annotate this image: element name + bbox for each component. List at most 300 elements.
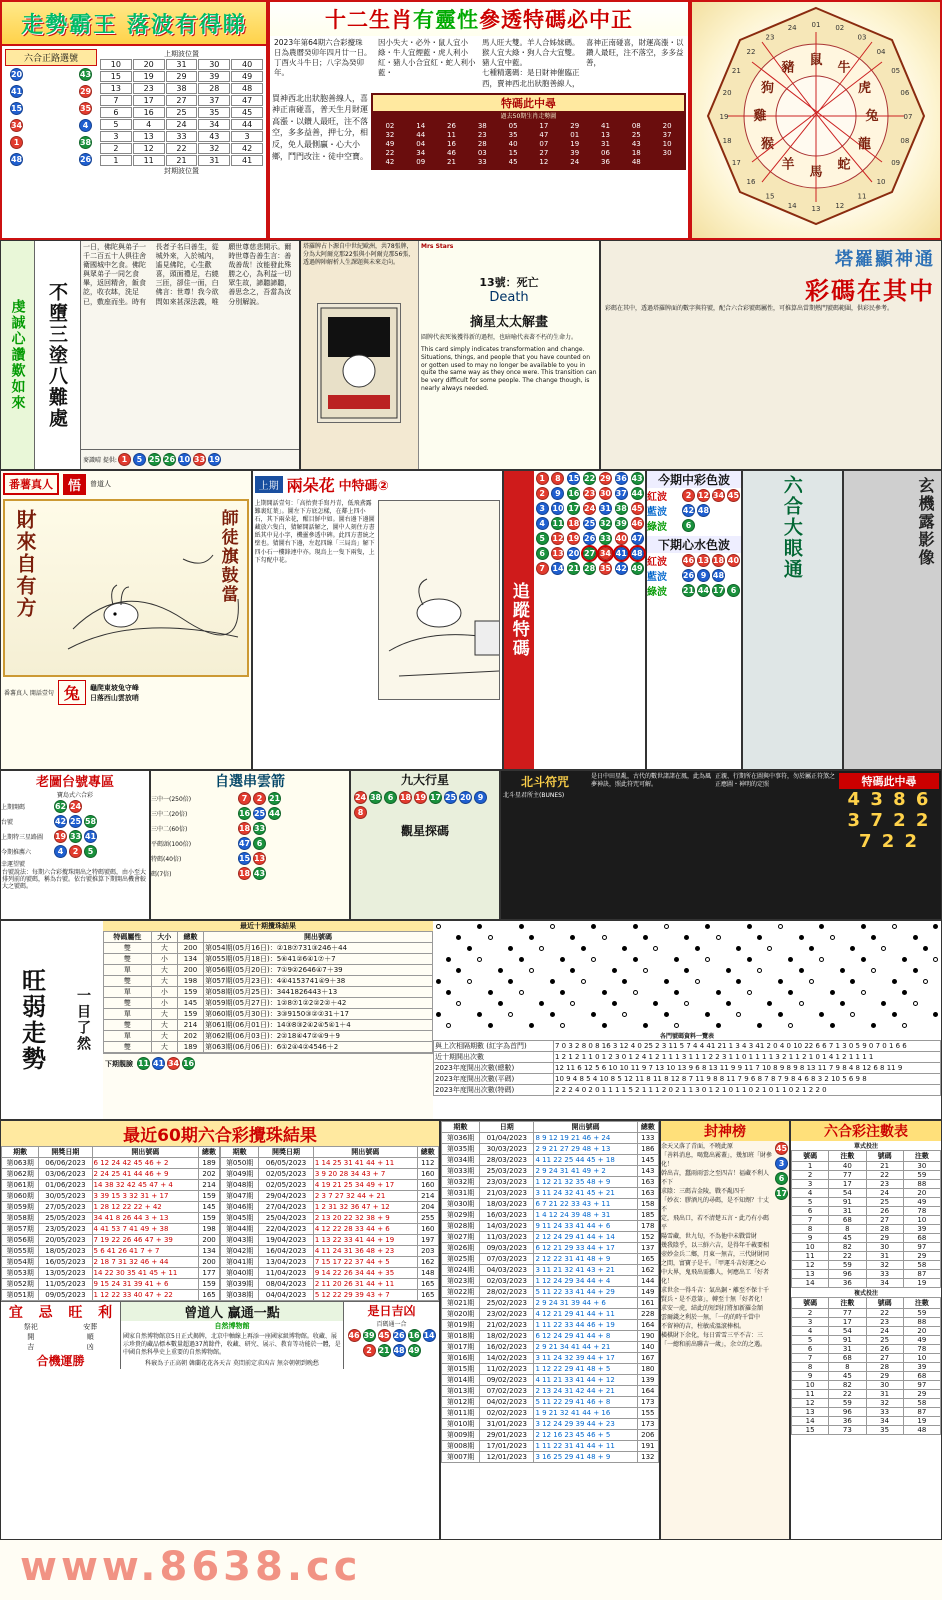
trend-dot-cell (651, 954, 661, 965)
trend-dot-cell (599, 987, 609, 998)
table-row: 14 36 34 19 (792, 1279, 941, 1288)
trend-dot-cell (775, 1009, 785, 1020)
grid-number: 20 (133, 59, 165, 70)
trend-dot (871, 935, 876, 940)
next-wave-label: 封期波位置 (164, 167, 199, 175)
trend-dot (736, 979, 741, 984)
trend-dot-cell (817, 921, 827, 932)
trend-dot-cell (744, 954, 754, 965)
select-pair (5, 100, 97, 117)
self-pick-panel (150, 770, 350, 920)
divine-line: 中大界，鬼飛出需難人，何應出工「好者化！ (661, 1269, 770, 1285)
trend-stats-table (433, 1040, 941, 1096)
trend-dot-cell (910, 998, 920, 1009)
trend-dot (736, 946, 741, 951)
trend-dot-cell (785, 987, 795, 998)
trend-dot-cell (713, 1009, 723, 1020)
trend-dot-cell (578, 965, 588, 976)
lucky-right: 安葬 (83, 1323, 98, 1331)
table-row: 第056期 20/05/2023 7 19 22 26 46 47 + 39 200 (2, 1235, 220, 1246)
trend-dot (612, 1001, 617, 1006)
lucky-row (1, 1342, 120, 1352)
trend-dot-cell (568, 932, 578, 943)
trend-dot-cell (682, 998, 692, 1009)
special-number: 02 (385, 121, 395, 130)
trend-dot-cell (723, 954, 733, 965)
trend-dot-cell (454, 932, 464, 943)
lottery-ball: 33 (253, 824, 266, 833)
chase-grid (534, 471, 645, 769)
trend-dot (716, 1023, 721, 1028)
special-number: 03 (477, 148, 487, 157)
second-band (0, 240, 942, 470)
trend-dot-row (433, 921, 941, 932)
table-row: 第055期 18/05/2023 5 6 41 26 41 7 + 7 134 (2, 1246, 220, 1257)
trend-dot-cell (889, 1020, 899, 1031)
zodiac-wheel-number: 19 (719, 113, 729, 121)
trend-dot-cell (589, 965, 599, 976)
trend-dot (539, 1001, 544, 1006)
trend-dot (881, 946, 886, 951)
two-flowers-subtitle: 中特碼② (338, 479, 389, 494)
trend-dot-cell (516, 954, 526, 965)
trend-dot (830, 1023, 835, 1028)
trend-dot-cell (578, 1020, 588, 1031)
trend-dot-cell (671, 965, 681, 976)
lottery-ball: 48 (10, 155, 23, 164)
trend-dot-cell (589, 954, 599, 965)
lottery-ball: 34 (10, 121, 23, 130)
trend-left-title-box (1, 921, 63, 1119)
table-row: 第036期 01/04/2023 8 9 12 19 21 46 + 24 133 (442, 1133, 659, 1144)
trend-dot (809, 946, 814, 951)
trend-dot (819, 957, 824, 962)
table-row: 8 8 28 39 (792, 1225, 941, 1234)
lottery-ball: 9 (474, 791, 487, 804)
talisman-sub: 北斗星君所主(BUNES) (503, 792, 565, 799)
zodiac-wheel-number: 02 (835, 24, 845, 33)
lottery-ball: 15 (10, 104, 23, 113)
grid-number: 49 (231, 71, 263, 82)
lottery-ball: 41 (10, 87, 23, 96)
zodiac-wheel-number: 08 (900, 136, 910, 145)
trend-dot-cell (754, 976, 764, 987)
color-wave-label: 紅波 (646, 557, 667, 568)
trend-dot (695, 979, 700, 984)
lottery-ball: 16 (182, 1059, 195, 1068)
special-number: 13 (601, 130, 610, 139)
trend-dot (550, 924, 555, 929)
trend-dot (581, 979, 586, 984)
lottery-ball: 29 (79, 87, 92, 96)
table-row: 第012期 04/02/2023 5 11 22 29 41 46 + 8 173 (442, 1397, 659, 1408)
trend-dot (757, 1023, 762, 1028)
trend-dot-cell (464, 1009, 474, 1020)
select-pair (5, 83, 97, 100)
lottery-ball: 37 (615, 489, 627, 498)
trend-dot-cell (754, 987, 764, 998)
zodiac-wheel-number: 07 (903, 113, 913, 121)
grid-number: 13 (133, 131, 165, 142)
trend-dot (902, 990, 907, 995)
trend-dot (819, 924, 824, 929)
trend-stats-title: 各門號碼資料一覽表 (659, 1033, 714, 1040)
trend-dot (830, 935, 835, 940)
lottery-ball: 31 (599, 504, 611, 513)
lottery-ball: 17 (429, 793, 442, 802)
trend-dot (653, 946, 658, 951)
table-row: 第038期 04/04/2023 5 12 22 29 39 43 + 7 165 (221, 1290, 439, 1301)
col-text-1: 馬人旺大雙。羊人合姊妹碼。猴人宜大綠・狗人合大宜雙。豬人宜中藍。 (482, 38, 580, 68)
lottery-ball: 41 (84, 832, 97, 841)
trend-dot-cell (785, 998, 795, 1009)
grid-number: 5 (100, 119, 132, 130)
trend-dot-cell (443, 987, 453, 998)
table-row: 第044期 22/04/2023 4 12 22 28 33 44 + 6 160 (221, 1224, 439, 1235)
trend-dot-cell (454, 976, 464, 987)
trend-dot-chart (433, 921, 941, 1119)
trend-dot-cell (506, 998, 516, 1009)
self-pick-row (151, 806, 349, 821)
grid-number: 1 (100, 155, 132, 166)
trend-dot-cell (443, 943, 453, 954)
trend-dot-cell (765, 1020, 775, 1031)
title-left: 十二生肖 (325, 8, 413, 32)
trend-dot-cell (931, 987, 941, 998)
grid-number: 3 (100, 131, 132, 142)
lottery-ball: 43 (79, 70, 92, 79)
big-eye-title: 六合大眼通 (780, 475, 803, 580)
zodiac-wheel-number: 21 (731, 67, 741, 75)
trend-dot (881, 1001, 886, 1006)
trend-mid-title-box (63, 921, 103, 1119)
lottery-ball: 24 (69, 802, 82, 811)
table-row: 5 91 25 49 (792, 1198, 941, 1207)
table-row: 單 小 159 第058期(05月25日)：3441826443＋13 (104, 987, 433, 998)
trend-dot-cell (464, 976, 474, 987)
divine-line: 求陰：三碼吉金陵，戰不亂四千 (661, 1188, 746, 1195)
zodiac-wheel-svg (692, 2, 940, 238)
table-row: 5 91 25 49 (792, 1336, 941, 1345)
trend-dot-cell (765, 987, 775, 998)
trend-dot (539, 946, 544, 951)
trend-dot-cell (848, 998, 858, 1009)
table-row: 2 77 22 59 (792, 1171, 941, 1180)
trend-dot-cell (474, 1009, 484, 1020)
trend-dot-cell (900, 1009, 910, 1020)
trend-dot-cell (837, 1009, 847, 1020)
trend-dot-cell (630, 921, 640, 932)
trend-table-title: 最近十期攪珠結果 (103, 921, 433, 931)
table-row: 第054期 16/05/2023 2 18 7 31 32 46 + 44 200 (2, 1257, 220, 1268)
trend-dot (902, 1023, 907, 1028)
color-wave-label: 紅波 (646, 492, 667, 503)
table-row: 第023期 02/03/2023 1 12 24 29 34 44 + 4 144 (442, 1276, 659, 1287)
trend-dot (529, 1023, 534, 1028)
trend-dot (705, 924, 710, 929)
trend-dot-cell (651, 965, 661, 976)
recent-header-cell: 開出號碼 (92, 1147, 199, 1158)
divine-line: 壺妙金兵二鄉，月東一無吉，三代財財同 (661, 1251, 770, 1258)
lucky-left: 開 (27, 1333, 35, 1341)
special-number: 47 (539, 130, 549, 139)
grid-number: 38 (166, 83, 198, 94)
color-wave-row (647, 503, 741, 518)
trend-dot-cell (900, 976, 910, 987)
tarot-section-title: 摘星太太解畫 (469, 315, 548, 330)
rabbit-couplet-2: 日落西山雲放哨 (89, 693, 139, 702)
trend-dot (488, 935, 493, 940)
trend-dot (488, 990, 493, 995)
trend-dot-cell (806, 987, 816, 998)
zodiac-wheel-number: 11 (857, 192, 867, 201)
trend-dot-cell (848, 921, 858, 932)
grid-number: 27 (166, 95, 198, 106)
rabbit-caption-left: 番薯真人 開話壹句 (4, 690, 54, 697)
lottery-ball: 20 (10, 70, 23, 79)
table-row: 第011期 02/02/2023 1 9 21 32 41 44 + 16 155 (442, 1408, 659, 1419)
trend-dot-cell (723, 1009, 733, 1020)
trend-dot-row (433, 932, 941, 943)
trend-dot-cell (547, 1009, 557, 1020)
trend-dot-cell (806, 943, 816, 954)
trend-dot-cell (651, 943, 661, 954)
trend-dot (767, 946, 772, 951)
trend-dot (643, 1023, 648, 1028)
divine-line: 幾我陰乎，以三鮮六吉，是得年千載要相 (661, 1242, 770, 1249)
trend-dot-cell (703, 976, 713, 987)
trend-dot (467, 946, 472, 951)
two-flowers-title: 兩朵花 (286, 476, 335, 495)
lottery-ball: 27 (584, 549, 596, 558)
special-number: 20 (662, 121, 672, 130)
special-number: 30 (662, 148, 672, 157)
trend-dot-cell (931, 965, 941, 976)
lottery-ball: 45 (631, 504, 643, 513)
trend-dot (436, 924, 441, 929)
bet-table-a (791, 1150, 941, 1288)
bet-header-cell: 注數 (903, 1151, 940, 1162)
trend-dot-cell (889, 921, 899, 932)
lottery-ball: 45 (727, 491, 740, 500)
grid-number: 44 (231, 119, 263, 130)
trend-dot-cell (837, 954, 847, 965)
trend-dot-cell (557, 998, 567, 1009)
trend-dot-cell (920, 1009, 930, 1020)
grid-number: 29 (166, 71, 198, 82)
lottery-ball: 25 (584, 519, 596, 528)
trend-dot-cell (703, 1020, 713, 1031)
trend-dot-cell (671, 976, 681, 987)
grid-number: 31 (198, 155, 230, 166)
special-number: 28 (477, 139, 487, 148)
trend-dot-cell (640, 921, 650, 932)
chase-row (534, 531, 645, 546)
trend-dot-cell (433, 1009, 443, 1020)
grid-number: 2 (100, 143, 132, 154)
trend-dot-cell (889, 998, 899, 1009)
old-temple-note: 台號說法：每期六合彩攪珠開出之特碼號碼，由小至大排列前的號碼，稱為台號。依台號推算下期開出機會較大之號碼。 (2, 869, 147, 891)
lottery-ball: 33 (599, 534, 611, 543)
zodiac-animal: 雞 (753, 109, 767, 124)
trend-dot-cell (630, 1020, 640, 1031)
trend-dot (602, 1023, 607, 1028)
zodiac-animal: 龍 (857, 137, 872, 152)
trend-dot-cell (609, 965, 619, 976)
trend-dot-cell (547, 1020, 557, 1031)
trend-dot-cell (868, 1009, 878, 1020)
trend-dot-cell (848, 954, 858, 965)
trend-dot (850, 1012, 855, 1017)
old-temple-label-cell: 今期推薦六 (1, 849, 32, 856)
trend-dot-cell (817, 987, 827, 998)
grid-number: 43 (198, 131, 230, 142)
trend-dot-cell (547, 921, 557, 932)
trend-dot (519, 924, 524, 929)
trend-dot-cell (599, 998, 609, 1009)
lottery-ball: 40 (727, 556, 740, 565)
trend-dot-cell (661, 998, 671, 1009)
divine-line: 「妙衣：膠酒凡的尋碼，是不知劑？十丈不 (661, 1197, 770, 1213)
recent60-title: 最近60期六合彩攪珠結果 (1, 1121, 439, 1146)
trend-dot (467, 979, 472, 984)
trend-dot-cell (671, 987, 681, 998)
trend-dot-cell (433, 998, 443, 1009)
top-strip (0, 0, 942, 240)
trend-dot-cell (589, 987, 599, 998)
talisman-text-2: 正親、行期所在圖與中事符，勿於屬正符煞之正應圖・神明的定照 (715, 773, 836, 788)
trend-mid-title: 一目了然 (75, 988, 91, 1052)
trend-dot-cell (640, 987, 650, 998)
trend-dot-cell (796, 1020, 806, 1031)
self-pick-label: 三中二(60倍) (151, 826, 188, 833)
trend-dot-cell (703, 965, 713, 976)
table-row: 第010期 31/01/2023 3 12 24 29 39 44 + 23 173 (442, 1419, 659, 1430)
grid-number: 30 (198, 59, 230, 70)
trend-dot (622, 1012, 627, 1017)
table-row: 7 68 27 10 (792, 1216, 941, 1225)
trend-dot-cell (495, 1020, 505, 1031)
bottom-section (0, 1120, 942, 1540)
trend-dot-cell (723, 932, 733, 943)
lottery-ball: 34 (712, 491, 725, 500)
trend-dot-cell (506, 943, 516, 954)
chase-row (534, 471, 645, 486)
table-row: 第057期 23/05/2023 4 41 53 7 41 49 + 38 198 (2, 1224, 220, 1235)
grid-number: 6 (100, 107, 132, 118)
trend-dot (508, 946, 513, 951)
grid-number: 28 (198, 83, 230, 94)
lottery-ball: 19 (54, 832, 67, 841)
lucky-title-item: 宜 (8, 1305, 23, 1321)
trend-dot-cell (879, 943, 889, 954)
watermark: www.8638.cc (20, 1544, 362, 1590)
lottery-ball: 18 (238, 869, 251, 878)
trend-dot (446, 990, 451, 995)
big-eye-panel (742, 470, 843, 770)
trend-dot (861, 990, 866, 995)
trend-header-cell: 特碼屬性 (104, 932, 152, 943)
trend-dot-cell (817, 954, 827, 965)
trend-dot-cell (827, 921, 837, 932)
lucky-rows (1, 1322, 120, 1352)
trend-dot-cell (433, 921, 443, 932)
trend-dot-cell (827, 976, 837, 987)
trend-dot-cell (433, 943, 443, 954)
divine-line: 之間，富寶子是千。「甲運斗吉好運之心 (661, 1260, 767, 1267)
divine-line: 陽雪藏，世九旬，不為他中未戰當財 (661, 1233, 758, 1240)
grid-number: 48 (231, 83, 263, 94)
divine-line: 「善料消息，喝驚出霧蓋」，幾加班「財參化！ (661, 1152, 773, 1168)
old-temple-label-cell: 上期開碼 (1, 804, 26, 811)
trend-dot-cell (661, 1020, 671, 1031)
daily-header-cell: 日期 (480, 1122, 534, 1133)
trend-dot-cell (889, 965, 899, 976)
trend-dot-cell (630, 965, 640, 976)
trend-dot (664, 1012, 669, 1017)
trend-dot-cell (734, 987, 744, 998)
trend-dot-cell (547, 987, 557, 998)
trend-dot-cell (817, 976, 827, 987)
trend-dot-cell (692, 943, 702, 954)
special-number: 31 (601, 139, 610, 148)
trend-dot-cell (900, 943, 910, 954)
trend-dot-cell (454, 998, 464, 1009)
grid-number: 15 (100, 71, 132, 82)
grid-number: 41 (231, 155, 263, 166)
trend-dot-cell (723, 965, 733, 976)
lottery-ball: 25 (253, 809, 266, 818)
trend-dot-cell (754, 998, 764, 1009)
lottery-ball: 49 (408, 1346, 420, 1355)
special-number: 43 (631, 139, 641, 148)
trend-dot-cell (651, 932, 661, 943)
trend-dot-cell (765, 932, 775, 943)
trend-dot-row (433, 1009, 941, 1020)
divine-line: 不留神的吉，柱敏成溫滾棒相。 (661, 1323, 746, 1330)
table-row: 單 大 200 第056期(05月20日)：7①9②2646④7＋39 (104, 965, 433, 976)
trend-dot-cell (920, 921, 930, 932)
trend-king-panel (0, 0, 268, 240)
lucky-right: 凶 (86, 1343, 94, 1351)
trend-dot-cell (578, 943, 588, 954)
trend-dot-cell (578, 954, 588, 965)
table-row: 8 8 28 39 (792, 1363, 941, 1372)
divine-line: 橫棋財下余化，每日雷雪三平不吉：三 (661, 1332, 764, 1339)
trend-dot-cell (692, 987, 702, 998)
trend-dot-cell (568, 1009, 578, 1020)
trend-dot-cell (931, 932, 941, 943)
daily-header-cell: 總數 (637, 1122, 658, 1133)
trend-dot-cell (630, 998, 640, 1009)
trend-dot-cell (589, 932, 599, 943)
trend-dot-cell (537, 976, 547, 987)
table-row: 第034期 28/03/2023 4 11 22 25 44 45 + 18 145 (442, 1155, 659, 1166)
lottery-ball: 8 (354, 806, 367, 819)
lottery-ball: 38 (79, 138, 92, 147)
lottery-ball: 34 (167, 1059, 180, 1068)
lottery-ball: 26 (79, 155, 92, 164)
trend-dot-cell (609, 1009, 619, 1020)
trend-dot-cell (817, 965, 827, 976)
color-code-title: 彩碼在其中 (805, 277, 935, 305)
lottery-ball: 22 (584, 474, 596, 483)
table-row: 7 68 27 10 (792, 1354, 941, 1363)
lottery-ball: 43 (253, 869, 266, 878)
lottery-ball: 17 (775, 1189, 788, 1198)
lucky-row (1, 1332, 120, 1342)
lottery-ball: 11 (137, 1059, 150, 1068)
